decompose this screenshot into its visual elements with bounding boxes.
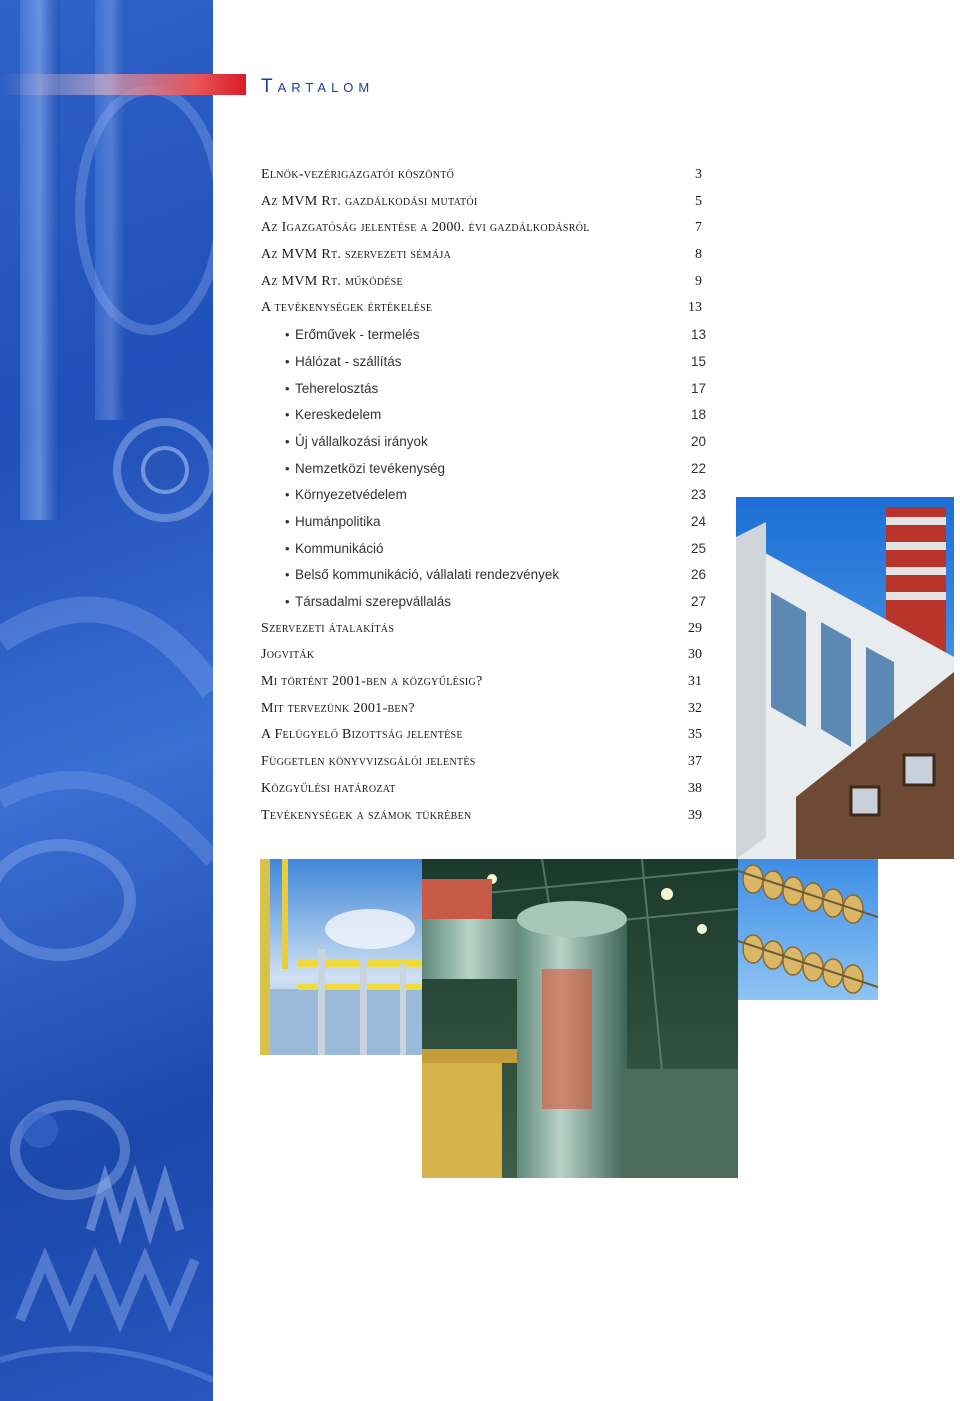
bullet-icon: • bbox=[285, 353, 290, 369]
bullet-icon: • bbox=[285, 487, 290, 503]
bullet-icon: • bbox=[285, 460, 290, 476]
toc-entry bbox=[261, 749, 711, 776]
toc-page-number: 18 bbox=[690, 407, 706, 423]
toc-entry bbox=[261, 616, 711, 643]
toc-page-number: 37 bbox=[688, 754, 702, 770]
power-plant-building-photo bbox=[736, 497, 954, 859]
toc-entry-label: Kereskedelem bbox=[295, 407, 382, 423]
toc-entry-label: Elnök-vezérigazgatói köszöntő bbox=[261, 167, 455, 182]
toc-entry-label: Független könyvvizsgálói jelentés bbox=[261, 754, 476, 770]
machinery-background-graphic bbox=[0, 0, 213, 1401]
toc-entry-label: Új vállalkozási irányok bbox=[295, 433, 428, 449]
toc-entry-label: Humánpolitika bbox=[295, 513, 381, 529]
bullet-icon: • bbox=[285, 407, 290, 423]
toc-page-number: 30 bbox=[688, 647, 702, 663]
toc-page-number: 5 bbox=[695, 193, 702, 209]
toc-page-number: 13 bbox=[688, 300, 702, 316]
toc-entry-label: Szervezeti átalakítás bbox=[261, 620, 395, 636]
toc-page-number: 39 bbox=[688, 807, 702, 823]
toc-page-number: 3 bbox=[695, 167, 702, 182]
toc-page-number: 26 bbox=[690, 567, 706, 583]
toc-entry-label: Erőművek - termelés bbox=[295, 327, 420, 343]
toc-page-number: 17 bbox=[690, 380, 706, 396]
toc-entry bbox=[261, 162, 711, 189]
toc-entry bbox=[261, 669, 711, 696]
toc-entry-label: Az Igazgatóság jelentése a 2000. évi gazdálkodásról bbox=[261, 220, 590, 236]
toc-page-number: 38 bbox=[688, 780, 702, 796]
toc-subentry bbox=[261, 429, 711, 456]
toc-entry-label: Közgyűlési határozat bbox=[261, 780, 396, 796]
toc-entry bbox=[261, 642, 711, 669]
toc-page-number: 8 bbox=[695, 247, 702, 263]
toc-page-number: 27 bbox=[690, 594, 706, 609]
toc-subentry bbox=[261, 536, 711, 563]
bullet-icon: • bbox=[285, 327, 290, 343]
toc-entry-label: A tevékenységek értékelése bbox=[261, 300, 433, 316]
toc-entry bbox=[261, 269, 711, 296]
toc-page-number: 35 bbox=[688, 727, 702, 743]
toc-page-number: 13 bbox=[690, 327, 706, 343]
toc-entry bbox=[261, 295, 711, 322]
toc-subentry bbox=[261, 589, 711, 616]
toc-entry-label: Belső kommunikáció, vállalati rendezvények bbox=[295, 567, 560, 583]
toc-entry bbox=[261, 776, 711, 803]
toc-entry-label: Teherelosztás bbox=[295, 380, 379, 396]
toc-entry bbox=[261, 215, 711, 242]
toc-entry bbox=[261, 722, 711, 749]
toc-page-number: 22 bbox=[690, 460, 706, 476]
toc-subentry bbox=[261, 509, 711, 536]
toc-entry-label: Kommunikáció bbox=[295, 540, 384, 556]
toc-subentry bbox=[261, 482, 711, 509]
toc-page-number: 31 bbox=[688, 674, 702, 690]
toc-entry-label: Jogviták bbox=[261, 647, 315, 663]
toc-entry-label: Az MVM Rt. működése bbox=[261, 273, 403, 289]
toc-page-number: 24 bbox=[690, 513, 706, 529]
toc-entry bbox=[261, 242, 711, 269]
toc-subentry bbox=[261, 322, 711, 349]
toc-entry-label: Mi történt 2001-ben a közgyűlésig? bbox=[261, 674, 483, 690]
toc-page-number: 25 bbox=[690, 540, 706, 556]
toc-entry-label: Nemzetközi tevékenység bbox=[295, 460, 446, 476]
toc-subentry bbox=[261, 402, 711, 429]
title-accent-bar bbox=[0, 74, 246, 95]
bullet-icon: • bbox=[285, 433, 290, 449]
toc-entry-label: Tevékenységek a számok tükrében bbox=[261, 807, 472, 823]
toc-page-number: 20 bbox=[690, 433, 706, 449]
toc-entry-label: Az MVM Rt. gazdálkodási mutatói bbox=[261, 193, 478, 209]
toc-page-number: 29 bbox=[688, 620, 702, 636]
side-decorative-band bbox=[0, 0, 213, 1401]
bullet-icon: • bbox=[285, 594, 290, 609]
toc-subentry bbox=[261, 349, 711, 376]
toc-entry-label: Mit tervezünk 2001-ben? bbox=[261, 700, 415, 716]
page-title: Tartalom bbox=[261, 76, 375, 97]
bullet-icon: • bbox=[285, 513, 290, 529]
toc-entry-label: A Felügyelő Bizottság jelentése bbox=[261, 727, 463, 743]
toc-page-number: 15 bbox=[690, 353, 706, 369]
bullet-icon: • bbox=[285, 567, 290, 583]
toc-page-number: 9 bbox=[695, 273, 702, 289]
toc-subentry bbox=[261, 456, 711, 483]
toc-entry-label: Hálózat - szállítás bbox=[295, 353, 402, 369]
toc-entry bbox=[261, 696, 711, 723]
table-of-contents bbox=[261, 162, 711, 829]
toc-page-number: 23 bbox=[690, 487, 706, 503]
toc-subentry bbox=[261, 376, 711, 403]
bullet-icon: • bbox=[285, 540, 290, 556]
toc-entry-label: Társadalmi szerepvállalás bbox=[295, 594, 452, 609]
insulators-photo bbox=[738, 859, 878, 1000]
toc-entry-label: Környezetvédelem bbox=[295, 487, 407, 503]
tank-railing-photo bbox=[260, 859, 422, 1055]
toc-page-number: 7 bbox=[695, 220, 702, 236]
industrial-pipes-photo bbox=[422, 859, 738, 1178]
toc-page-number: 32 bbox=[688, 700, 702, 716]
toc-subentry bbox=[261, 562, 711, 589]
toc-entry bbox=[261, 803, 711, 830]
toc-entry-label: Az MVM Rt. szervezeti sémája bbox=[261, 247, 452, 263]
bullet-icon: • bbox=[285, 380, 290, 396]
toc-entry bbox=[261, 189, 711, 216]
